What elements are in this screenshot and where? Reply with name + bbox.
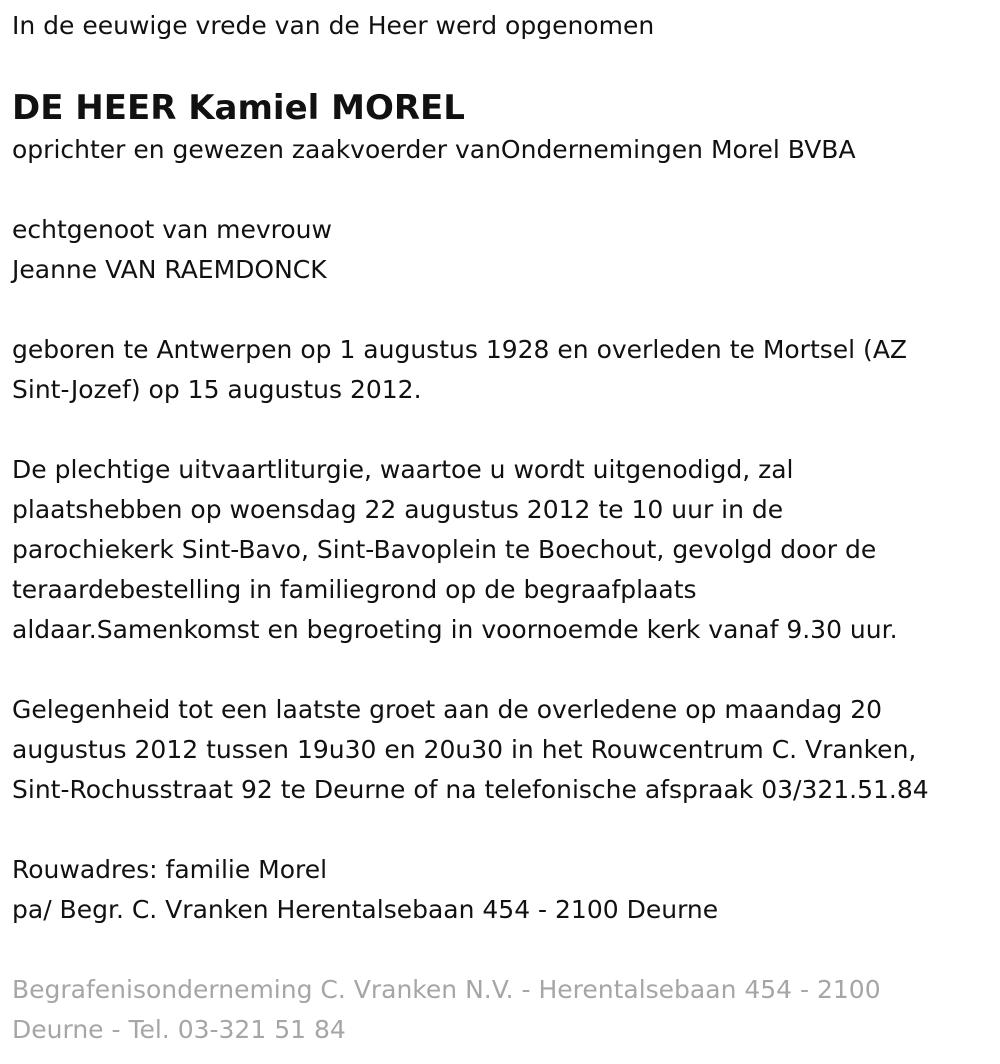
deceased-name: DE HEER Kamiel MOREL	[12, 88, 465, 128]
paragraph-line: augustus 2012 tussen 19u30 en 20u30 in het Rouwcentrum C. Vranken,	[12, 735, 917, 764]
spacer	[12, 170, 988, 210]
paragraph-line: aldaar.Samenkomst en begroeting in voornoemde kerk vanaf 9.30 uur.	[12, 615, 898, 644]
paragraph-line: plaatshebben op woensdag 22 augustus 2012 te 10 uur in de	[12, 495, 784, 524]
mourning-address	[12, 850, 988, 930]
funeral-paragraph	[12, 450, 988, 650]
funeral-home-footer	[12, 970, 988, 1050]
paragraph-line: teraardebestelling in familiegrond op de begraafplaats	[12, 575, 697, 604]
paragraph-line: Sint-Jozef) op 15 augustus 2012.	[12, 375, 422, 404]
spouse-line-2: Jeanne VAN RAEMDONCK	[12, 255, 327, 284]
role-line: oprichter en gewezen zaakvoerder vanOndernemingen Morel BVBA	[12, 135, 856, 164]
footer-line: Deurne - Tel. 03-321 51 84	[12, 1015, 346, 1044]
birth-death-paragraph	[12, 330, 988, 410]
viewing-paragraph	[12, 690, 988, 810]
address-line: pa/ Begr. C. Vranken Herentalsebaan 454 - 2100 Deurne	[12, 895, 719, 924]
paragraph-line: Sint-Rochusstraat 92 te Deurne of na telefonische afspraak 03/321.51.84	[12, 775, 929, 804]
spacer	[12, 930, 988, 970]
intro-line: In de eeuwige vrede van de Heer werd opgenomen	[12, 11, 655, 40]
paragraph-line: Gelegenheid tot een laatste groet aan de overledene op maandag 20	[12, 695, 883, 724]
address-line: Rouwadres: familie Morel	[12, 855, 328, 884]
spacer	[12, 810, 988, 850]
paragraph-line: geboren te Antwerpen op 1 augustus 1928 en overleden te Mortsel (AZ	[12, 335, 908, 364]
paragraph-line: De plechtige uitvaartliturgie, waartoe u wordt uitgenodigd, zal	[12, 455, 794, 484]
spacer	[12, 650, 988, 690]
spouse-line-1: echtgenoot van mevrouw	[12, 215, 332, 244]
spacer	[12, 290, 988, 330]
spacer	[12, 410, 988, 450]
paragraph-line: parochiekerk Sint-Bavo, Sint-Bavoplein te Boechout, gevolgd door de	[12, 535, 877, 564]
footer-line: Begrafenisonderneming C. Vranken N.V. - Herentalsebaan 454 - 2100	[12, 975, 881, 1004]
